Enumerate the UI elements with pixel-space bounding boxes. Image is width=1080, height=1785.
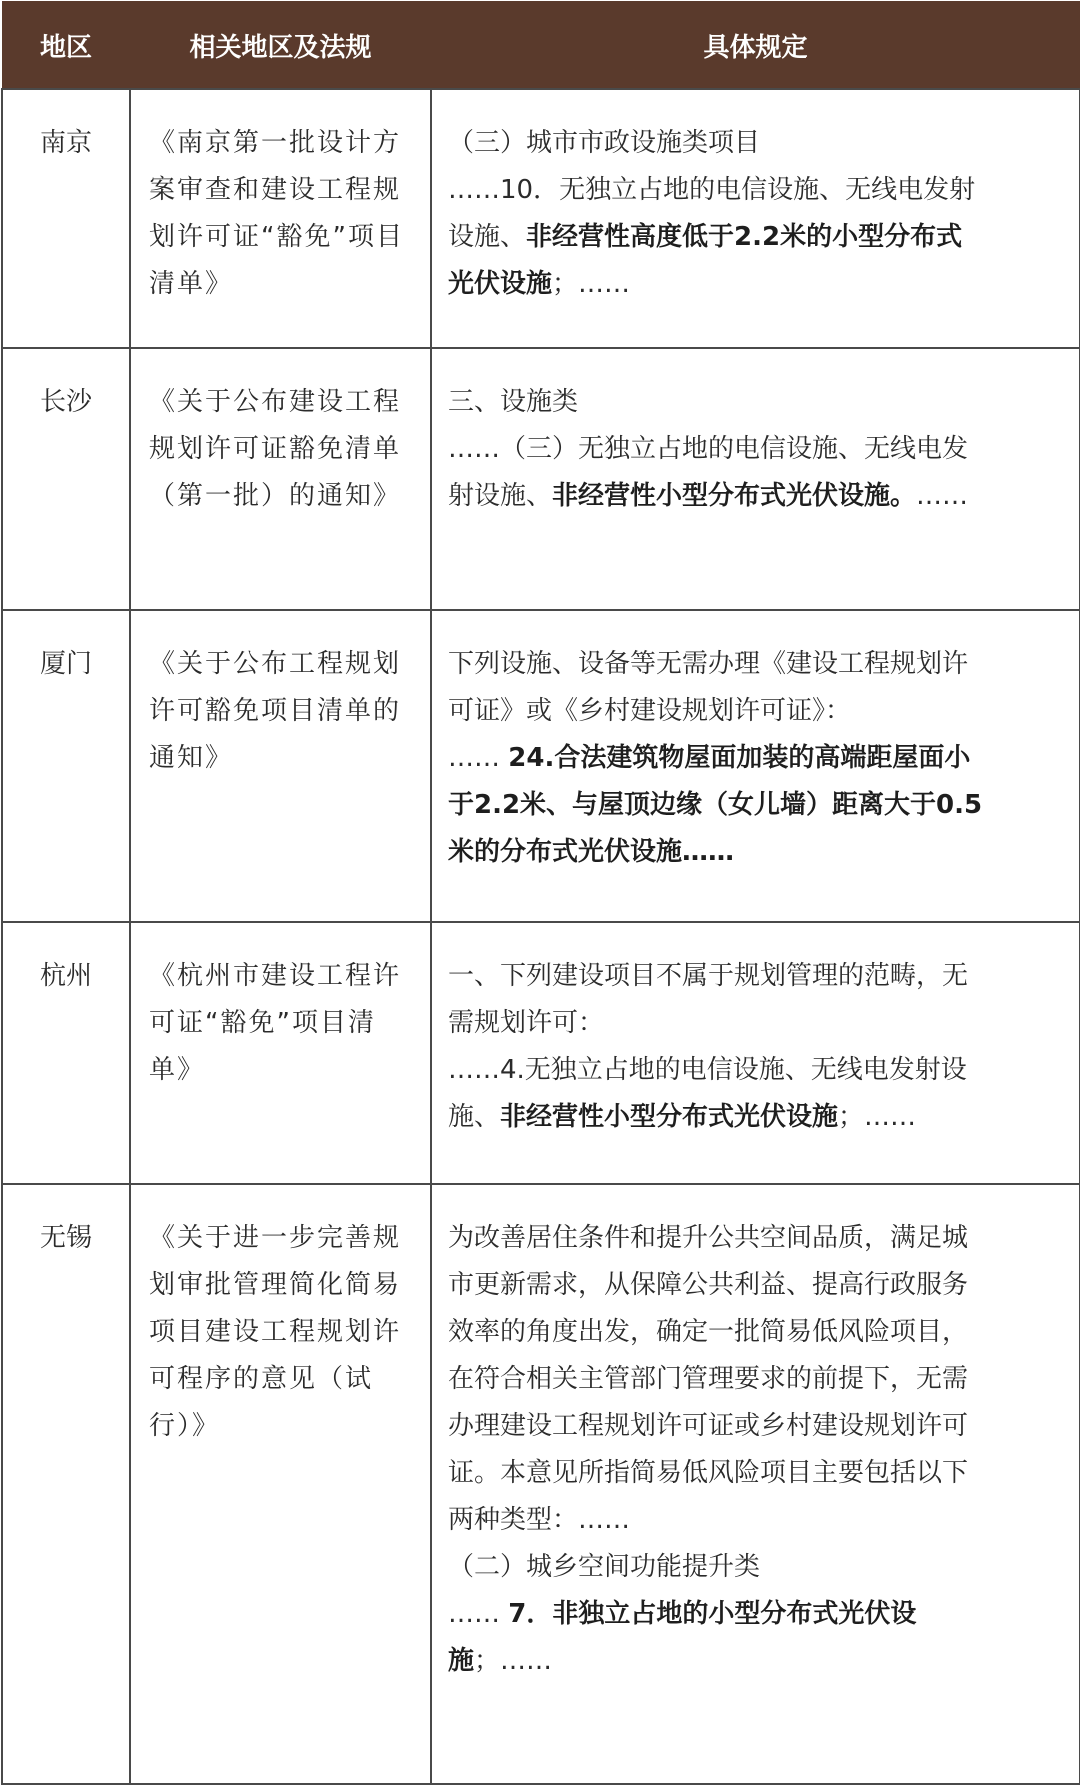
table-header-row [2, 2, 1080, 90]
bold-highlight: 光伏设施 [448, 269, 553, 299]
detail-line: …… 24.合法建筑物屋面加装的高端距屋面小 [448, 743, 971, 773]
detail-line: 一、下列建设项目不属于规划管理的范畴，无 [448, 961, 969, 991]
detail-line: 可证》或《乡村建设规划许可证》： [448, 696, 852, 726]
detail-line: ……10．无独立占地的电信设施、无线电发射 [448, 175, 976, 205]
law-cell: 《关于公布工程规划许可豁免项目清单的通知》 [130, 610, 431, 922]
detail-line: （三）城市市政设施类项目 [448, 128, 761, 158]
bold-highlight: 24.合法建筑物屋面加装的高端距屋面小 [508, 743, 971, 773]
table-row [2, 610, 1080, 922]
detail-cell [431, 348, 1080, 610]
detail-line: 光伏设施；…… [448, 269, 631, 299]
header-law: 相关地区及法规 [130, 2, 431, 90]
table-row [2, 348, 1080, 610]
detail-line: 两种类型：…… [448, 1505, 631, 1535]
detail-line: 设施、非经营性高度低于2.2米的小型分布式 [448, 222, 963, 252]
table-row [2, 922, 1080, 1184]
table-row [2, 1184, 1080, 1784]
detail-line: ……4.无独立占地的电信设施、无线电发射设 [448, 1055, 967, 1085]
law-cell: 《杭州市建设工程许可证“豁免”项目清单》 [130, 922, 431, 1184]
detail-line: 施；…… [448, 1646, 553, 1676]
bold-highlight: 非经营性小型分布式光伏设施。 [552, 481, 917, 511]
detail-cell [431, 922, 1080, 1184]
detail-line: 下列设施、设备等无需办理《建设工程规划许 [448, 649, 969, 679]
bold-highlight: 7．非独立占地的小型分布式光伏设 [508, 1599, 917, 1629]
detail-cell [431, 89, 1080, 348]
detail-line: 三、设施类 [448, 387, 579, 417]
detail-line: 在符合相关主管部门管理要求的前提下，无需 [448, 1364, 969, 1394]
bold-highlight: 施 [448, 1646, 475, 1676]
detail-line: （二）城乡空间功能提升类 [448, 1552, 761, 1582]
detail-line: 证。本意见所指简易低风险项目主要包括以下 [448, 1458, 969, 1488]
detail-line: 需规划许可： [448, 1008, 605, 1038]
detail-cell [431, 610, 1080, 922]
detail-cell [431, 1184, 1080, 1784]
bold-highlight: 于2.2米、与屋顶边缘（女儿墙）距离大于0.5 [448, 790, 983, 820]
law-cell: 《南京第一批设计方案审查和建设工程规划许可证“豁免”项目清单》 [130, 89, 431, 348]
detail-line [448, 782, 1065, 829]
regulation-table [1, 1, 1080, 1785]
detail-line: ……（三）无独立占地的电信设施、无线电发 [448, 434, 969, 464]
detail-line: 办理建设工程规划许可证或乡村建设规划许可 [448, 1411, 969, 1441]
table-row [2, 89, 1080, 348]
detail-line: 为改善居住条件和提升公共空间品质，满足城 [448, 1223, 969, 1253]
law-cell: 《关于公布建设工程规划许可证豁免清单（第一批）的通知》 [130, 348, 431, 610]
detail-line: …… 7．非独立占地的小型分布式光伏设 [448, 1599, 917, 1629]
detail-line: 效率的角度出发，确定一批简易低风险项目， [448, 1317, 969, 1347]
region-cell: 无锡 [2, 1184, 130, 1784]
header-region: 地区 [2, 2, 130, 90]
region-cell: 杭州 [2, 922, 130, 1184]
bold-highlight: 米的分布式光伏设施…… [448, 837, 735, 867]
detail-line: 市更新需求，从保障公共利益、提高行政服务 [448, 1270, 969, 1300]
detail-line [448, 829, 1065, 876]
bold-highlight: 非经营性高度低于2.2米的小型分布式 [526, 222, 963, 252]
region-cell: 南京 [2, 89, 130, 348]
bold-highlight: 非经营性小型分布式光伏设施 [500, 1102, 839, 1132]
detail-line: 射设施、非经营性小型分布式光伏设施。…… [448, 481, 969, 511]
detail-line: 施、非经营性小型分布式光伏设施；…… [448, 1102, 917, 1132]
law-cell: 《关于进一步完善规划审批管理简化简易项目建设工程规划许可程序的意见（试行）》 [130, 1184, 431, 1784]
region-cell: 长沙 [2, 348, 130, 610]
region-cell: 厦门 [2, 610, 130, 922]
header-detail: 具体规定 [431, 2, 1080, 90]
